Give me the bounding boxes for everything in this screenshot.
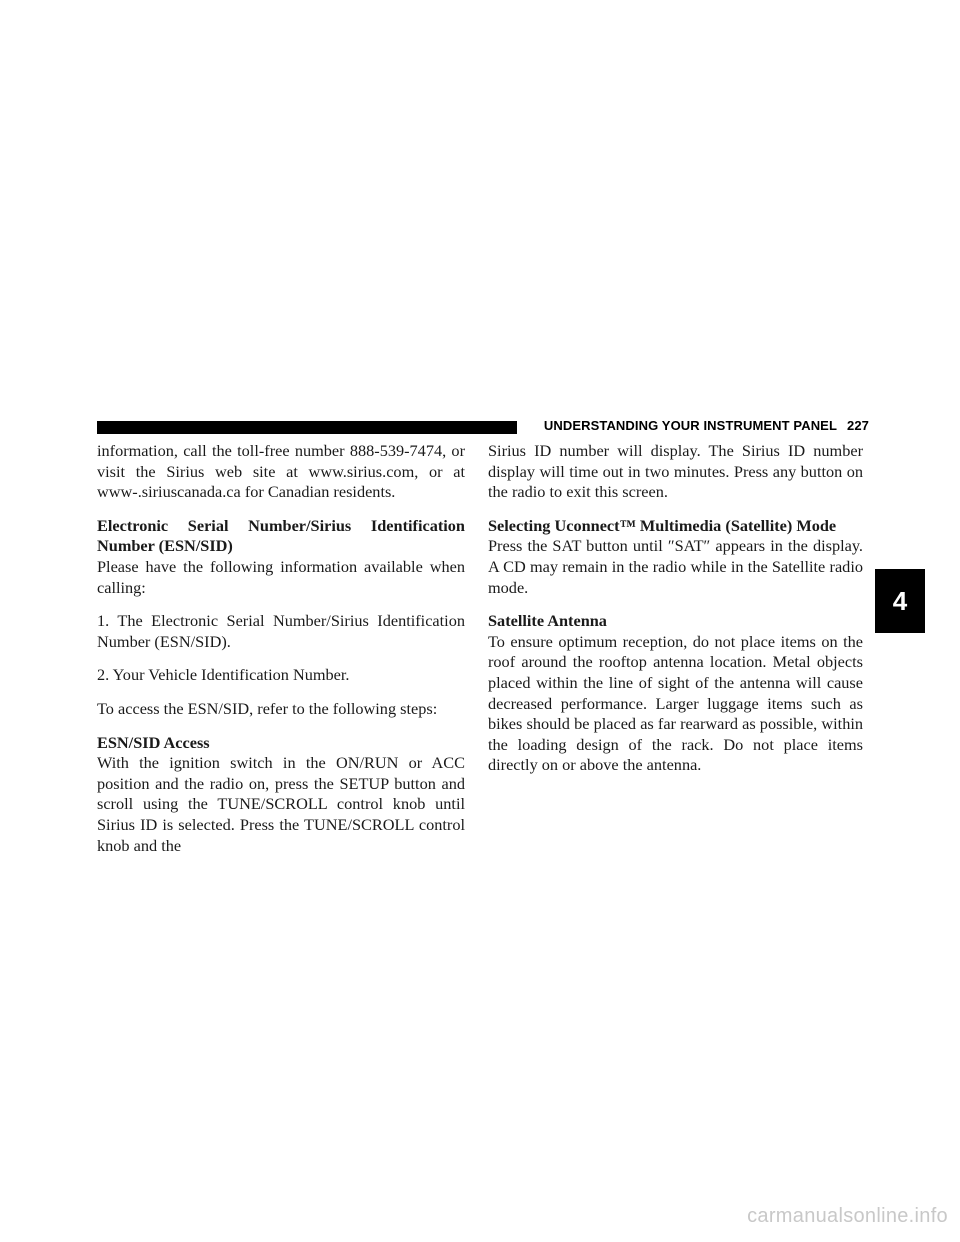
header-title: UNDERSTANDING YOUR INSTRUMENT PANEL xyxy=(543,418,837,433)
paragraph: Sirius ID number will display. The Sirius ID number display will time out in two minutes. Press any button on the radio to exit this screen. xyxy=(488,441,863,502)
paragraph: With the ignition switch in the ON/RUN or ACC position and the radio on, press the SETUP button and scroll using the TUNE/SCROLL control knob until Sirius ID is selected. Press the TUNE/SCROLL control knob and the xyxy=(97,753,465,855)
paragraph: To access the ESN/SID, refer to the following steps: xyxy=(97,698,438,718)
section-heading: ESN/SID Access xyxy=(97,732,210,752)
paragraph: 1. The Electronic Serial Number/Sirius Identification Number (ESN/SID). xyxy=(97,611,465,651)
paragraph: 2. Your Vehicle Identification Number. xyxy=(97,665,350,685)
page-header xyxy=(97,418,869,434)
paragraph: information, call the toll-free number 888-539-7474, or visit the Sirius web site at www.sirius.com, or at www-.siriuscanada.ca for Canadian residents. xyxy=(97,441,465,502)
section-heading: Electronic Serial Number/Sirius Identification Number (ESN/SID) xyxy=(97,515,465,556)
watermark: carmanualsonline.info xyxy=(747,1205,948,1227)
chapter-tab: 4 xyxy=(875,569,925,633)
page-number: 227 xyxy=(847,418,869,433)
paragraph: Please have the following information available when calling: xyxy=(97,556,465,597)
header-text xyxy=(536,418,869,433)
paragraph: Press the SAT button until ″SAT″ appears in the display. A CD may remain in the radio while in the Satellite radio mode. xyxy=(488,536,863,597)
left-column xyxy=(97,441,465,869)
header-rule xyxy=(97,421,517,434)
paragraph: To ensure optimum reception, do not place items on the roof around the rooftop antenna location. Metal objects placed within the line of sight of the antenna will cause decreased performance. Larger luggage items such as bikes should be placed as far rearward as possible, within the loading design of the rack. Do not place items directly on or above the antenna. xyxy=(488,631,863,775)
section-heading: Satellite Antenna xyxy=(488,611,607,631)
section-heading: Selecting Uconnect™ Multimedia (Satellite) Mode xyxy=(488,515,837,535)
right-column xyxy=(488,441,863,789)
